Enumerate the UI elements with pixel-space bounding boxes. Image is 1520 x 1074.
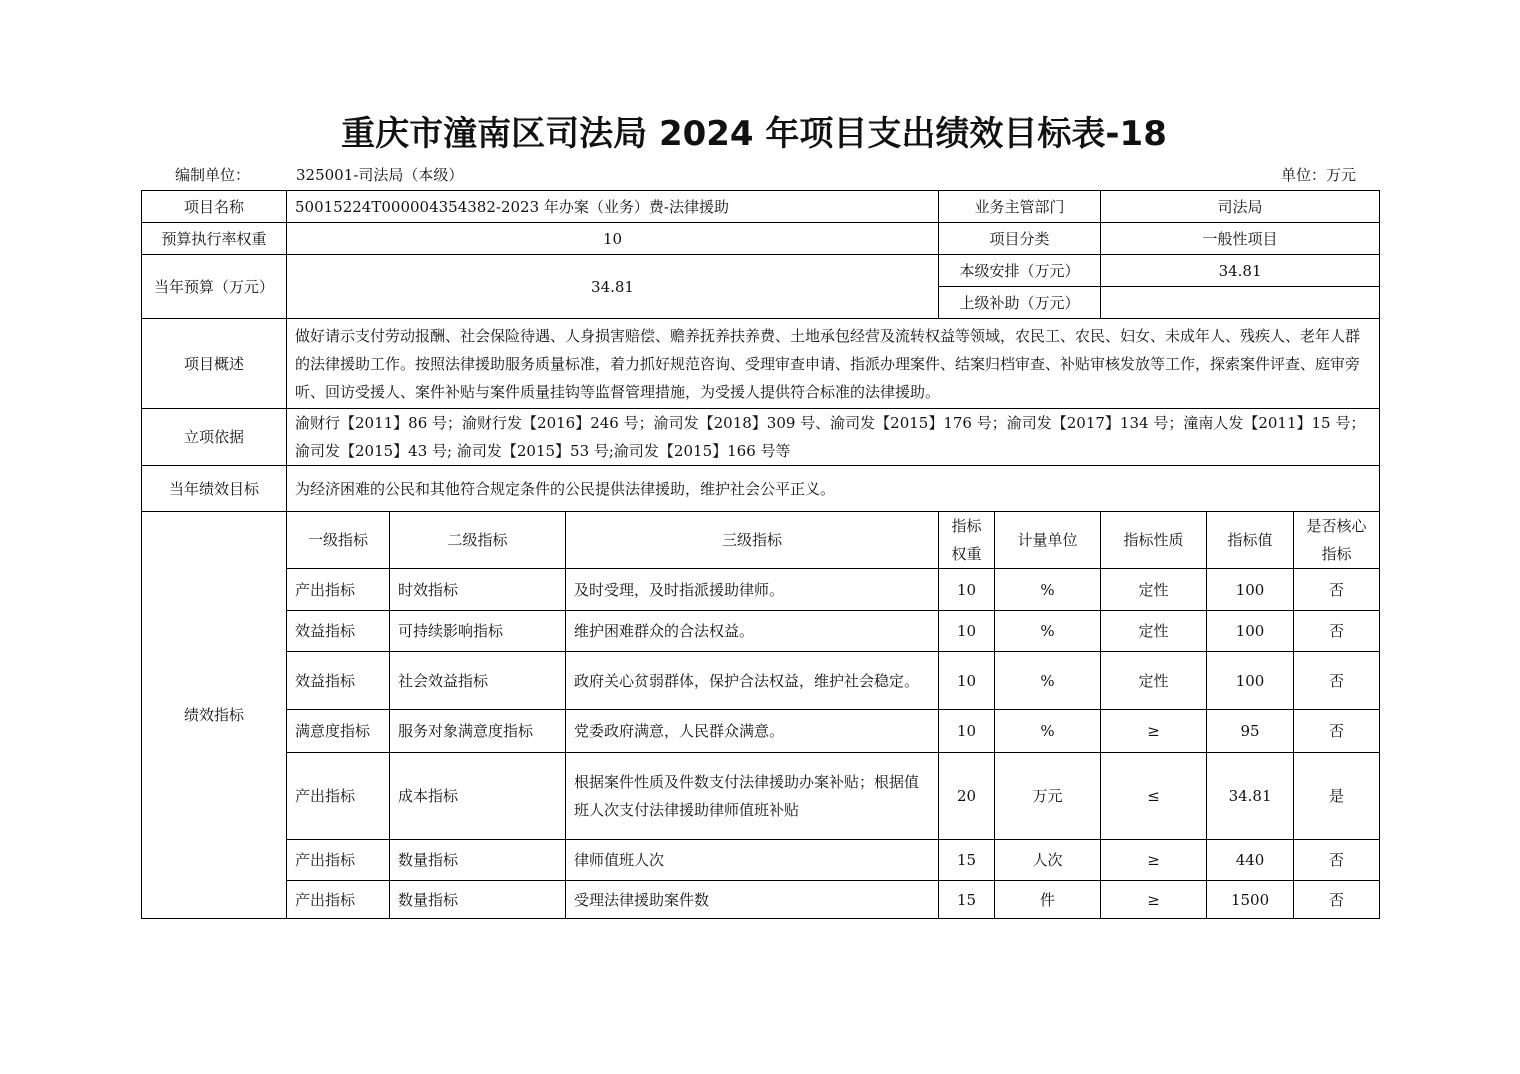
header-unit: 计量单位 (995, 512, 1101, 569)
budget-label: 当年预算（万元） (142, 255, 287, 319)
category-label: 项目分类 (939, 223, 1101, 255)
row-level3: 根据案件性质及件数支付法律援助办案补贴；根据值班人次支付法律援助律师值班补贴 (566, 753, 939, 840)
row-core: 否 (1294, 652, 1380, 710)
header-value: 指标值 (1207, 512, 1294, 569)
performance-table (141, 190, 1380, 919)
row-level2: 数量指标 (390, 840, 566, 881)
row-goal (142, 466, 1380, 512)
row-value: 100 (1207, 569, 1294, 611)
row-level1: 产出指标 (287, 753, 390, 840)
row-unit: % (995, 569, 1101, 611)
header-level3: 三级指标 (566, 512, 939, 569)
row-level1: 满意度指标 (287, 710, 390, 753)
row-value: 34.81 (1207, 753, 1294, 840)
table-row (142, 881, 1380, 919)
overview-label: 项目概述 (142, 319, 287, 409)
category-value: 一般性项目 (1101, 223, 1380, 255)
row-level3: 律师值班人次 (566, 840, 939, 881)
indicator-header-row (142, 512, 1380, 569)
row-project-name (142, 191, 1380, 223)
row-value: 100 (1207, 611, 1294, 652)
unit-value: 325001-司法局（本级） (296, 166, 464, 184)
row-level3: 维护困难群众的合法权益。 (566, 611, 939, 652)
row-weight (142, 223, 1380, 255)
row-level1: 效益指标 (287, 652, 390, 710)
row-level3: 及时受理，及时指派援助律师。 (566, 569, 939, 611)
row-level2: 服务对象满意度指标 (390, 710, 566, 753)
header-core: 是否核心指标 (1294, 512, 1380, 569)
upper-value (1101, 287, 1380, 319)
row-unit: % (995, 710, 1101, 753)
row-weight: 15 (939, 881, 995, 919)
row-core: 是 (1294, 753, 1380, 840)
row-core: 否 (1294, 840, 1380, 881)
table-row (142, 652, 1380, 710)
project-name-label: 项目名称 (142, 191, 287, 223)
row-level1: 效益指标 (287, 611, 390, 652)
row-nature: 定性 (1101, 652, 1207, 710)
row-core: 否 (1294, 611, 1380, 652)
indicators-section-label: 绩效指标 (142, 512, 287, 919)
row-nature: ≤ (1101, 753, 1207, 840)
dept-label: 业务主管部门 (939, 191, 1101, 223)
table-row (142, 753, 1380, 840)
row-value: 440 (1207, 840, 1294, 881)
weight-value: 10 (287, 223, 939, 255)
goal-label: 当年绩效目标 (142, 466, 287, 512)
row-level2: 社会效益指标 (390, 652, 566, 710)
table-row (142, 611, 1380, 652)
row-weight: 15 (939, 840, 995, 881)
row-level3: 受理法律援助案件数 (566, 881, 939, 919)
row-level3: 政府关心贫弱群体，保护合法权益，维护社会稳定。 (566, 652, 939, 710)
row-nature: 定性 (1101, 569, 1207, 611)
local-label: 本级安排（万元） (939, 255, 1101, 287)
header-level1: 一级指标 (287, 512, 390, 569)
overview-value: 做好请示支付劳动报酬、社会保险待遇、人身损害赔偿、赡养抚养扶养费、土地承包经营及流转权益等领域，农民工、农民、妇女、未成年人、残疾人、老年人群的法律援助工作。按照法律援助服务质量标准，着力抓好规范咨询、受理审查申请、指派办理案件、结案归档审查、补贴审核发放等工作，探索案件评查、庭审旁听、回访受援人、案件补贴与案件质量挂钩等监督管理措施，为受援人提供符合标准的法律援助。 (287, 319, 1380, 409)
row-value: 95 (1207, 710, 1294, 753)
goal-value: 为经济困难的公民和其他符合规定条件的公民提供法律援助，维护社会公平正义。 (287, 466, 1380, 512)
row-overview (142, 319, 1380, 409)
local-value: 34.81 (1101, 255, 1380, 287)
row-unit: 件 (995, 881, 1101, 919)
row-level2: 可持续影响指标 (390, 611, 566, 652)
row-weight: 20 (939, 753, 995, 840)
page-title: 重庆市潼南区司法局 2024 年项目支出绩效目标表-18 (341, 114, 1167, 154)
row-nature: ≥ (1101, 840, 1207, 881)
row-level1: 产出指标 (287, 840, 390, 881)
currency-unit: 单位：万元 (1280, 166, 1356, 184)
row-unit: % (995, 611, 1101, 652)
row-level2: 数量指标 (390, 881, 566, 919)
row-level1: 产出指标 (287, 881, 390, 919)
row-core: 否 (1294, 710, 1380, 753)
row-nature: ≥ (1101, 881, 1207, 919)
table-row (142, 710, 1380, 753)
row-weight: 10 (939, 611, 995, 652)
row-level2: 时效指标 (390, 569, 566, 611)
unit-label: 编制单位： (175, 166, 251, 184)
row-level2: 成本指标 (390, 753, 566, 840)
weight-label: 预算执行率权重 (142, 223, 287, 255)
row-core: 否 (1294, 569, 1380, 611)
budget-value: 34.81 (287, 255, 939, 319)
row-value: 1500 (1207, 881, 1294, 919)
row-level1: 产出指标 (287, 569, 390, 611)
upper-label: 上级补助（万元） (939, 287, 1101, 319)
header-nature: 指标性质 (1101, 512, 1207, 569)
basis-value: 渝财行【2011】86 号；渝财行发【2016】246 号；渝司发【2018】309 号、渝司发【2015】176 号；渝司发【2017】134 号；潼南人发【2011】15 号；渝司发【2015】43 号; 渝司发【2015】53 号;渝司发【2015】166 号等 (287, 409, 1380, 466)
table-row (142, 569, 1380, 611)
basis-label: 立项依据 (142, 409, 287, 466)
dept-value: 司法局 (1101, 191, 1380, 223)
row-basis (142, 409, 1380, 466)
row-budget (142, 255, 1380, 287)
row-level3: 党委政府满意，人民群众满意。 (566, 710, 939, 753)
row-core: 否 (1294, 881, 1380, 919)
header-level2: 二级指标 (390, 512, 566, 569)
table-row (142, 840, 1380, 881)
project-name-value: 50015224T000004354382-2023 年办案（业务）费-法律援助 (287, 191, 939, 223)
row-weight: 10 (939, 710, 995, 753)
row-unit: 万元 (995, 753, 1101, 840)
row-nature: 定性 (1101, 611, 1207, 652)
header-weight: 指标权重 (939, 512, 995, 569)
row-weight: 10 (939, 652, 995, 710)
row-unit: 人次 (995, 840, 1101, 881)
row-nature: ≥ (1101, 710, 1207, 753)
row-unit: % (995, 652, 1101, 710)
row-value: 100 (1207, 652, 1294, 710)
row-weight: 10 (939, 569, 995, 611)
